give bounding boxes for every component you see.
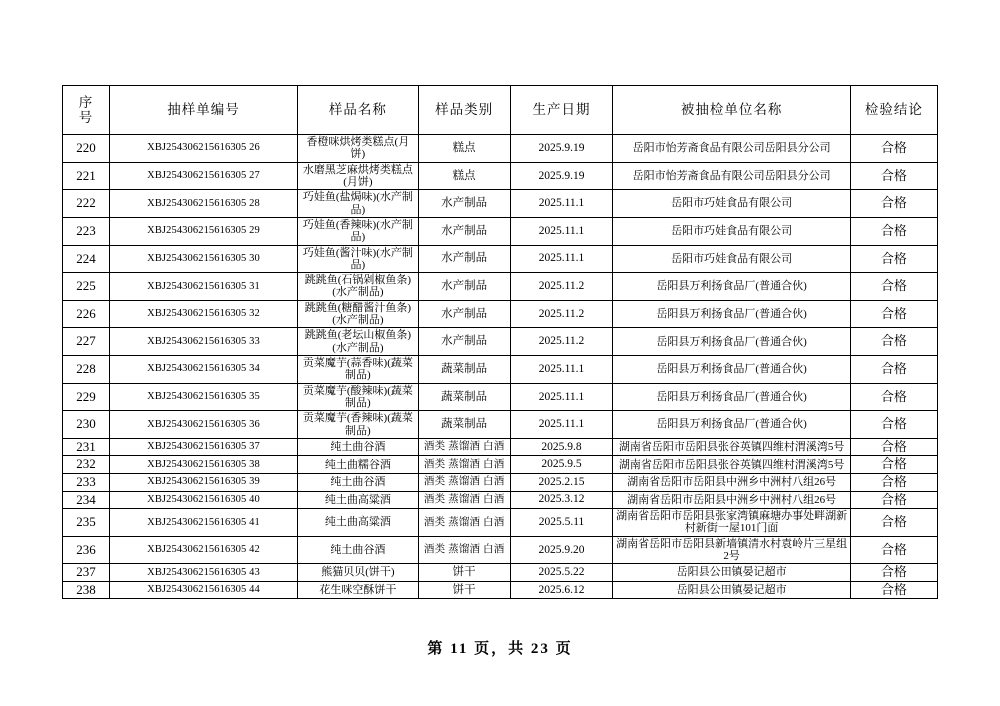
table-row	[63, 491, 938, 509]
cell-sampling-code: XBJ254306215616305 26	[109, 135, 297, 163]
table-body	[63, 135, 938, 599]
cell-inspected-unit: 湖南省岳阳市岳阳县中洲乡中洲村八组26号	[613, 491, 850, 509]
cell-sample-name: 纯土曲谷酒	[297, 473, 418, 491]
cell-production-date: 2025.11.2	[510, 300, 613, 328]
cell-sample-name: 纯土曲糯谷酒	[297, 456, 418, 474]
table-header-row	[63, 86, 938, 135]
cell-seq: 224	[63, 245, 110, 273]
cell-inspection-result: 合格	[850, 509, 937, 537]
cell-sampling-code: XBJ254306215616305 31	[109, 273, 297, 301]
cell-sample-category: 水产制品	[418, 300, 510, 328]
cell-sample-category: 酒类 蒸馏酒 白酒	[418, 536, 510, 564]
cell-inspected-unit: 岳阳县公田镇晏记超市	[613, 581, 850, 599]
table-row	[63, 411, 938, 439]
cell-sample-category: 酒类 蒸馏酒 白酒	[418, 491, 510, 509]
cell-sample-category: 糕点	[418, 135, 510, 163]
cell-sampling-code: XBJ254306215616305 27	[109, 162, 297, 190]
cell-inspected-unit: 岳阳县万利扬食品厂(普通合伙)	[613, 328, 850, 356]
cell-inspected-unit: 岳阳市巧娃食品有限公司	[613, 190, 850, 218]
cell-inspected-unit: 岳阳市怡芳斋食品有限公司岳阳县分公司	[613, 162, 850, 190]
cell-inspection-result: 合格	[850, 300, 937, 328]
cell-sample-name: 跳跳鱼(石锅剁椒鱼条)(水产制品)	[297, 273, 418, 301]
cell-production-date: 2025.6.12	[510, 581, 613, 599]
sampling-results-table	[62, 85, 938, 599]
cell-inspection-result: 合格	[850, 245, 937, 273]
table-row	[63, 564, 938, 582]
cell-sampling-code: XBJ254306215616305 38	[109, 456, 297, 474]
cell-sampling-code: XBJ254306215616305 41	[109, 509, 297, 537]
cell-sample-category: 蔬菜制品	[418, 356, 510, 384]
cell-production-date: 2025.9.20	[510, 536, 613, 564]
column-header-date: 生产日期	[510, 86, 613, 135]
cell-inspected-unit: 湖南省岳阳市岳阳县张谷英镇四维村渭溪湾5号	[613, 456, 850, 474]
cell-sample-name: 贡菜魔芋(蒜香味)(蔬菜制品)	[297, 356, 418, 384]
cell-sample-name: 巧娃鱼(盐焗味)(水产制品)	[297, 190, 418, 218]
cell-production-date: 2025.11.1	[510, 356, 613, 384]
table-row	[63, 217, 938, 245]
cell-sampling-code: XBJ254306215616305 36	[109, 411, 297, 439]
cell-sample-category: 糕点	[418, 162, 510, 190]
cell-inspection-result: 合格	[850, 491, 937, 509]
cell-sample-category: 水产制品	[418, 190, 510, 218]
table-row	[63, 383, 938, 411]
cell-inspected-unit: 岳阳县万利扬食品厂(普通合伙)	[613, 356, 850, 384]
cell-production-date: 2025.11.1	[510, 383, 613, 411]
page-footer: 第 11 页，共 23 页	[427, 641, 573, 657]
cell-sample-category: 酒类 蒸馏酒 白酒	[418, 456, 510, 474]
cell-inspected-unit: 湖南省岳阳市岳阳县张谷英镇四维村渭溪湾5号	[613, 438, 850, 456]
cell-production-date: 2025.9.5	[510, 456, 613, 474]
cell-seq: 234	[63, 491, 110, 509]
cell-sample-category: 蔬菜制品	[418, 411, 510, 439]
cell-seq: 230	[63, 411, 110, 439]
cell-production-date: 2025.5.22	[510, 564, 613, 582]
cell-sample-name: 跳跳鱼(糖醋酱汁鱼条)(水产制品)	[297, 300, 418, 328]
cell-sampling-code: XBJ254306215616305 28	[109, 190, 297, 218]
cell-seq: 227	[63, 328, 110, 356]
cell-sample-category: 酒类 蒸馏酒 白酒	[418, 509, 510, 537]
cell-inspection-result: 合格	[850, 456, 937, 474]
column-header-result: 检验结论	[850, 86, 937, 135]
cell-sample-name: 巧娃鱼(酱汁味)(水产制品)	[297, 245, 418, 273]
cell-inspection-result: 合格	[850, 162, 937, 190]
cell-seq: 228	[63, 356, 110, 384]
cell-inspection-result: 合格	[850, 356, 937, 384]
table-row	[63, 245, 938, 273]
cell-sample-name: 纯土曲谷酒	[297, 438, 418, 456]
cell-production-date: 2025.11.1	[510, 190, 613, 218]
table-row	[63, 536, 938, 564]
cell-production-date: 2025.9.8	[510, 438, 613, 456]
cell-sampling-code: XBJ254306215616305 43	[109, 564, 297, 582]
column-header-seq	[63, 86, 110, 135]
table-header	[63, 86, 938, 135]
cell-seq: 233	[63, 473, 110, 491]
cell-sample-category: 酒类 蒸馏酒 白酒	[418, 438, 510, 456]
cell-sample-category: 饼干	[418, 581, 510, 599]
cell-inspection-result: 合格	[850, 217, 937, 245]
cell-production-date: 2025.3.12	[510, 491, 613, 509]
cell-sample-name: 水磨黑芝麻烘烤类糕点(月饼)	[297, 162, 418, 190]
cell-seq: 237	[63, 564, 110, 582]
cell-inspected-unit: 岳阳市怡芳斋食品有限公司岳阳县分公司	[613, 135, 850, 163]
table-row	[63, 473, 938, 491]
column-header-category: 样品类别	[418, 86, 510, 135]
cell-inspected-unit: 岳阳县万利扬食品厂(普通合伙)	[613, 273, 850, 301]
cell-sampling-code: XBJ254306215616305 33	[109, 328, 297, 356]
cell-inspected-unit: 岳阳县万利扬食品厂(普通合伙)	[613, 411, 850, 439]
cell-sampling-code: XBJ254306215616305 32	[109, 300, 297, 328]
cell-production-date: 2025.2.15	[510, 473, 613, 491]
table-row	[63, 135, 938, 163]
cell-seq: 225	[63, 273, 110, 301]
cell-production-date: 2025.11.1	[510, 217, 613, 245]
cell-inspection-result: 合格	[850, 411, 937, 439]
cell-seq: 226	[63, 300, 110, 328]
column-header-name: 样品名称	[297, 86, 418, 135]
cell-inspection-result: 合格	[850, 328, 937, 356]
cell-inspection-result: 合格	[850, 383, 937, 411]
cell-sample-name: 香橙咪烘烤类糕点(月饼)	[297, 135, 418, 163]
cell-sampling-code: XBJ254306215616305 35	[109, 383, 297, 411]
table-row	[63, 273, 938, 301]
cell-production-date: 2025.11.1	[510, 245, 613, 273]
table-row	[63, 356, 938, 384]
cell-sample-category: 水产制品	[418, 217, 510, 245]
cell-sampling-code: XBJ254306215616305 37	[109, 438, 297, 456]
cell-seq: 231	[63, 438, 110, 456]
cell-inspection-result: 合格	[850, 273, 937, 301]
cell-inspected-unit: 湖南省岳阳市岳阳县新墙镇清水村袁岭片三星组2号	[613, 536, 850, 564]
cell-sampling-code: XBJ254306215616305 44	[109, 581, 297, 599]
cell-sampling-code: XBJ254306215616305 34	[109, 356, 297, 384]
cell-inspected-unit: 湖南省岳阳市岳阳县中洲乡中洲村八组26号	[613, 473, 850, 491]
cell-production-date: 2025.9.19	[510, 162, 613, 190]
seq-header-line2: 号	[78, 110, 94, 125]
cell-sample-name: 花生咪空酥饼干	[297, 581, 418, 599]
column-header-code: 抽样单编号	[109, 86, 297, 135]
cell-inspected-unit: 岳阳市巧娃食品有限公司	[613, 245, 850, 273]
cell-inspected-unit: 岳阳市巧娃食品有限公司	[613, 217, 850, 245]
cell-sample-category: 水产制品	[418, 245, 510, 273]
cell-sample-name: 纯土曲高粱酒	[297, 509, 418, 537]
cell-seq: 222	[63, 190, 110, 218]
table-row	[63, 581, 938, 599]
cell-production-date: 2025.11.2	[510, 273, 613, 301]
table-row	[63, 438, 938, 456]
cell-seq: 235	[63, 509, 110, 537]
cell-sample-name: 贡菜魔芋(酸辣味)(蔬菜制品)	[297, 383, 418, 411]
table-row	[63, 456, 938, 474]
cell-seq: 236	[63, 536, 110, 564]
cell-sampling-code: XBJ254306215616305 30	[109, 245, 297, 273]
cell-sampling-code: XBJ254306215616305 42	[109, 536, 297, 564]
cell-sampling-code: XBJ254306215616305 29	[109, 217, 297, 245]
cell-sample-name: 巧娃鱼(香辣味)(水产制品)	[297, 217, 418, 245]
cell-sample-name: 贡菜魔芋(香辣味)(蔬菜制品)	[297, 411, 418, 439]
cell-inspection-result: 合格	[850, 536, 937, 564]
cell-sample-category: 水产制品	[418, 328, 510, 356]
cell-sample-name: 熊猫贝贝(饼干)	[297, 564, 418, 582]
table-row	[63, 162, 938, 190]
cell-sample-name: 跳跳鱼(老坛山椒鱼条)(水产制品)	[297, 328, 418, 356]
cell-seq: 220	[63, 135, 110, 163]
cell-inspection-result: 合格	[850, 190, 937, 218]
cell-seq: 221	[63, 162, 110, 190]
cell-inspected-unit: 岳阳县万利扬食品厂(普通合伙)	[613, 300, 850, 328]
cell-sample-category: 饼干	[418, 564, 510, 582]
cell-inspection-result: 合格	[850, 135, 937, 163]
cell-inspection-result: 合格	[850, 564, 937, 582]
cell-production-date: 2025.11.1	[510, 411, 613, 439]
table-row	[63, 300, 938, 328]
cell-inspected-unit: 岳阳县公田镇晏记超市	[613, 564, 850, 582]
seq-header-line1: 序	[78, 94, 94, 110]
cell-inspected-unit: 湖南省岳阳市岳阳县张家湾镇麻塘办事处畔湖新村新街一屋101门面	[613, 509, 850, 537]
cell-sample-category: 蔬菜制品	[418, 383, 510, 411]
cell-sampling-code: XBJ254306215616305 39	[109, 473, 297, 491]
cell-sample-category: 酒类 蒸馏酒 白酒	[418, 473, 510, 491]
cell-sample-category: 水产制品	[418, 273, 510, 301]
table-row	[63, 509, 938, 537]
cell-seq: 232	[63, 456, 110, 474]
cell-inspection-result: 合格	[850, 473, 937, 491]
table-row	[63, 190, 938, 218]
cell-inspection-result: 合格	[850, 581, 937, 599]
table-row	[63, 328, 938, 356]
cell-sample-name: 纯土曲高粱酒	[297, 491, 418, 509]
cell-production-date: 2025.5.11	[510, 509, 613, 537]
cell-seq: 238	[63, 581, 110, 599]
cell-production-date: 2025.11.2	[510, 328, 613, 356]
cell-seq: 223	[63, 217, 110, 245]
column-header-unit: 被抽检单位名称	[613, 86, 850, 135]
cell-production-date: 2025.9.19	[510, 135, 613, 163]
cell-seq: 229	[63, 383, 110, 411]
cell-sample-name: 纯土曲谷酒	[297, 536, 418, 564]
cell-inspected-unit: 岳阳县万利扬食品厂(普通合伙)	[613, 383, 850, 411]
cell-inspection-result: 合格	[850, 438, 937, 456]
cell-sampling-code: XBJ254306215616305 40	[109, 491, 297, 509]
